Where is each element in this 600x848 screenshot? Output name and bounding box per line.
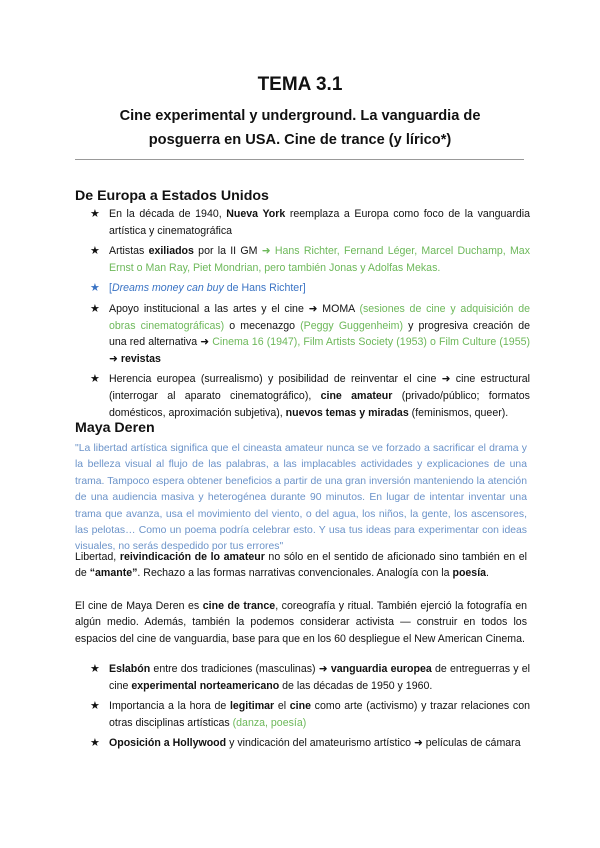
section1-bullet-list (90, 206, 530, 425)
star-icon: ★ (90, 282, 100, 295)
subtitle-line-1: Cine experimental y underground. La vanguardia de (119, 108, 481, 124)
list-item: ★ Herencia europea (surrealismo) y posibilidad de reinventar el cine ➜ cine estructural (interrogar al aparato cinematográfico), cine amateur (privado/público; formatos domésticos, aproximación subjetiva), nuevos temas y miradas (feminismos, queer). (90, 373, 530, 419)
subtitle-line-2: posguerra en USA. Cine de trance (y lírico*) (148, 132, 452, 148)
star-icon: ★ (90, 208, 100, 220)
section-heading-europa: De Europa a Estados Unidos (75, 188, 269, 204)
star-icon: ★ (90, 737, 100, 750)
star-icon: ★ (90, 663, 100, 675)
paragraph-cine-de-trance: El cine de Maya Deren es cine de trance, coreografía y ritual. También ejerció la fotografía en algún medio. Además, también la podemos considerar activista — construir en todos los espacios del cine de vanguardia, base para que en los 60 despliegue el New American Cinema. (75, 600, 527, 645)
section-heading-maya-deren: Maya Deren (75, 420, 155, 436)
paragraph-libertad: Libertad, reivindicación de lo amateur no sólo en el sentido de aficionado sino también en el de “amante”. Rechazo a las formas narrativas convencionales. Analogía con la poesía. (75, 551, 528, 580)
list-item: ★ Eslabón entre dos tradiciones (masculinas) ➜ vanguardia europea de entreguerras y el cine experimental norteamericano de las décadas de 1950 y 1960. (90, 663, 530, 692)
list-item: ★ En la década de 1940, Nueva York reemplaza a Europa como foco de la vanguardia artística y cinematográfica (90, 208, 530, 237)
maya-deren-quote: "La libertad artística significa que el cineasta amateur nunca se ve forzado a sacrificar el drama y la belleza visual al flujo de las palabras, a las implacables actividades y explicaciones de una trama. Tampoco espera obtener beneficios a partir de una gran inversión manteniendo la atención de una audiencia masiva y heterogénea durante 90 minutos. En lugar de intentar inventar una trama que avanza, usa el movimiento del viento, o del agua, los niños, la gente, los ascensores, las pelotas… Como un poema podría celebrar esto. Y usa tus ideas para experimentar con ideas visuales, no serás despedido por tus errores" (75, 443, 527, 553)
list-item: ★ Artistas exiliados por la II GM ➜ Hans Richter, Fernand Léger, Marcel Duchamp, Max Ernst o Man Ray, Piet Mondrian, pero también Jonas y Adolfas Mekas. (90, 245, 530, 274)
list-item: ★ Importancia a la hora de legitimar el cine como arte (activismo) y trazar relaciones con otras disciplinas artísticas (danza, poesía) (90, 700, 530, 729)
list-item: ★ Oposición a Hollywood y vindicación del amateurismo artístico ➜ películas de cámara (90, 735, 530, 752)
star-icon: ★ (90, 373, 100, 386)
star-icon: ★ (90, 245, 100, 258)
title-divider (75, 159, 524, 160)
star-icon: ★ (90, 700, 100, 713)
star-icon: ★ (90, 302, 100, 315)
page-title: TEMA 3.1 (257, 74, 343, 95)
section2-bullet-list (90, 661, 530, 756)
list-item: ★ Apoyo institucional a las artes y el cine ➜ MOMA (sesiones de cine y adquisición de obras cinematográficas) o mecenazgo (Peggy Guggenheim) y progresiva creación de una red alternativa ➜ Cinema 16 (1947), Film Artists Society (1953) o Film Culture (1955) ➜ revistas (90, 302, 531, 365)
page-subtitle (70, 104, 530, 152)
list-item: ★ [Dreams money can buy de Hans Richter] (90, 280, 530, 297)
